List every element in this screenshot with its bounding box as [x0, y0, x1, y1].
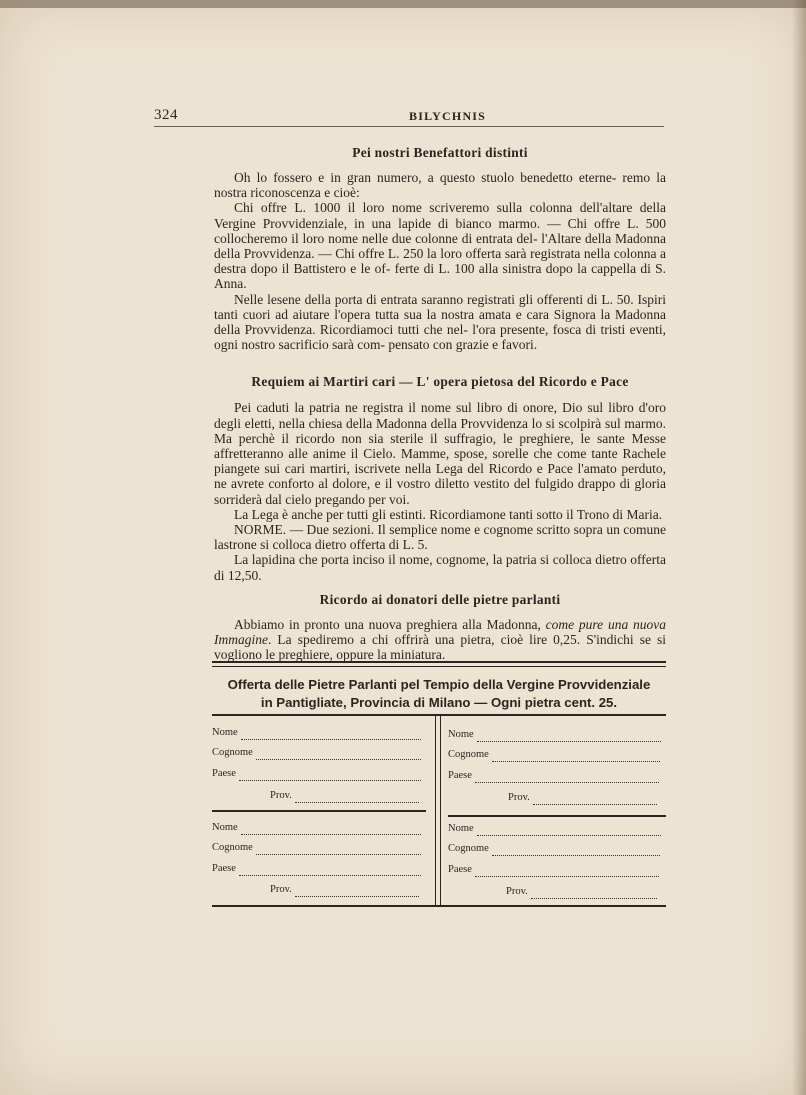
form-title: [212, 676, 666, 712]
paragraph: Oh lo fossero e in gran numero, a questo stuolo benedetto eterne- remo la nostra riconoscenza e cioè:: [214, 170, 666, 201]
form-field-prov[interactable]: Prov.: [270, 883, 426, 897]
form-field-nome[interactable]: Nome: [212, 821, 426, 835]
form-field-cognome[interactable]: Cognome: [448, 842, 666, 856]
form-field-prov[interactable]: Prov.: [270, 789, 426, 803]
section-title-benefattori: Pei nostri Benefattori distinti: [352, 145, 528, 160]
page-top-edge: [0, 0, 806, 8]
form-column-divider: [435, 715, 441, 905]
paragraph: La lapidina che porta inciso il nome, cognome, la patria si colloca dietro offerta di 12,50.: [214, 552, 666, 583]
form-title-line: Offerta delle Pietre Parlanti pel Tempio della Vergine Provvidenziale: [227, 677, 651, 692]
paragraph: NORME. — Due sezioni. Il semplice nome e cognome scritto sopra un comune lastrone si colloca dietro offerta di L. 5.: [214, 522, 666, 553]
form-field-prov[interactable]: Prov.: [506, 885, 666, 899]
section-title-requiem: Requiem ai Martiri cari — L' opera pietosa del Ricordo e Pace: [251, 374, 629, 390]
form-field-nome[interactable]: Nome: [448, 822, 666, 836]
form-cell-rule: [448, 815, 666, 817]
form-field-paese[interactable]: Paese: [212, 767, 426, 781]
running-title: BILYCHNIS: [409, 109, 487, 123]
form-field-nome[interactable]: Nome: [212, 726, 426, 740]
form-field-prov[interactable]: Prov.: [508, 791, 666, 805]
page-number: 324: [154, 107, 178, 123]
section-title-ricordo: Ricordo ai donatori delle pietre parlanti: [319, 591, 561, 607]
form-field-cognome[interactable]: Cognome: [448, 748, 666, 762]
paragraph: Pei caduti la patria ne registra il nome sul libro di onore, Dio sul libro d'oro degli eletti, nella chiesa della Madonna della Provvidenza lo si scolpirà sul marmo. Ma perchè il ricordo non sia sterile il suffragio, le preghiere, le sante Messe affretteranno alle anime il Cielo. Mamme, spose, sorelle che come tante Rachele piangete sui cari martiri, iscrivete nella Lega del Ricordo e Pace l'amato perduto, ne avrete conforto al dolore, e il vostro diletto vestito del fulgido drappo di gloria sorriderà dal cielo pregando per voi.: [214, 400, 666, 507]
form-title-line: in Pantigliate, Provincia di Milano — Ogni pietra cent. 25.: [260, 695, 618, 710]
form-field-cognome[interactable]: Cognome: [212, 746, 426, 760]
form-field-paese[interactable]: Paese: [448, 769, 666, 783]
paragraph: Chi offre L. 1000 il loro nome scriveremo sulla colonna dell'altare della Vergine Provvidenziale, in una lapide di bianco marmo. — Chi offre L. 500 collocheremo il loro nome nelle due colonne di entrata del- l'Altare della Madonna della Provvidenza. — Chi offre L. 250 la loro offerta sarà registrata nella colonna a destra dopo il Battistero e le of- ferte di L. 100 alla sinistra dopo la cappella di S. Anna.: [214, 200, 666, 292]
page-right-edge: [792, 0, 806, 1095]
form-cell-rule: [212, 810, 426, 812]
header-rule: [154, 126, 664, 127]
paragraph-part: . La spediremo a chi offrirà una pietra, cioè lire 0,25. S'indichi se si vogliono le preghiere, oppure la miniatura.: [214, 632, 666, 663]
article-body: [214, 145, 666, 662]
form-field-paese[interactable]: Paese: [448, 863, 666, 877]
form-field-nome[interactable]: Nome: [448, 728, 666, 742]
paragraph: [214, 617, 666, 663]
paragraph-italic: come pure una nuova Immagine: [214, 616, 666, 648]
form-top-rules: [212, 661, 666, 667]
paragraph-part: Abbiamo in pronto una nuova preghiera alla Madonna,: [234, 616, 546, 632]
paragraph: La Lega è anche per tutti gli estinti. Ricordiamone tanti sotto il Trono di Maria.: [234, 506, 663, 522]
form-bottom-rule: [212, 905, 666, 907]
paragraph: Nelle lesene della porta di entrata saranno registrati gli offerenti di L. 50. Ispiri tanti cuori ad aiutare l'opera tutta sua la nostra amata e cara Signora la Madonna della Provvidenza. Ricordiamoci tutti che nel- l'ora presente, fosca di tristi eventi, ogni nostro sacrificio sarà com- pensato con grazie e favori.: [214, 291, 666, 353]
form-field-paese[interactable]: Paese: [212, 862, 426, 876]
form-field-cognome[interactable]: Cognome: [212, 841, 426, 855]
